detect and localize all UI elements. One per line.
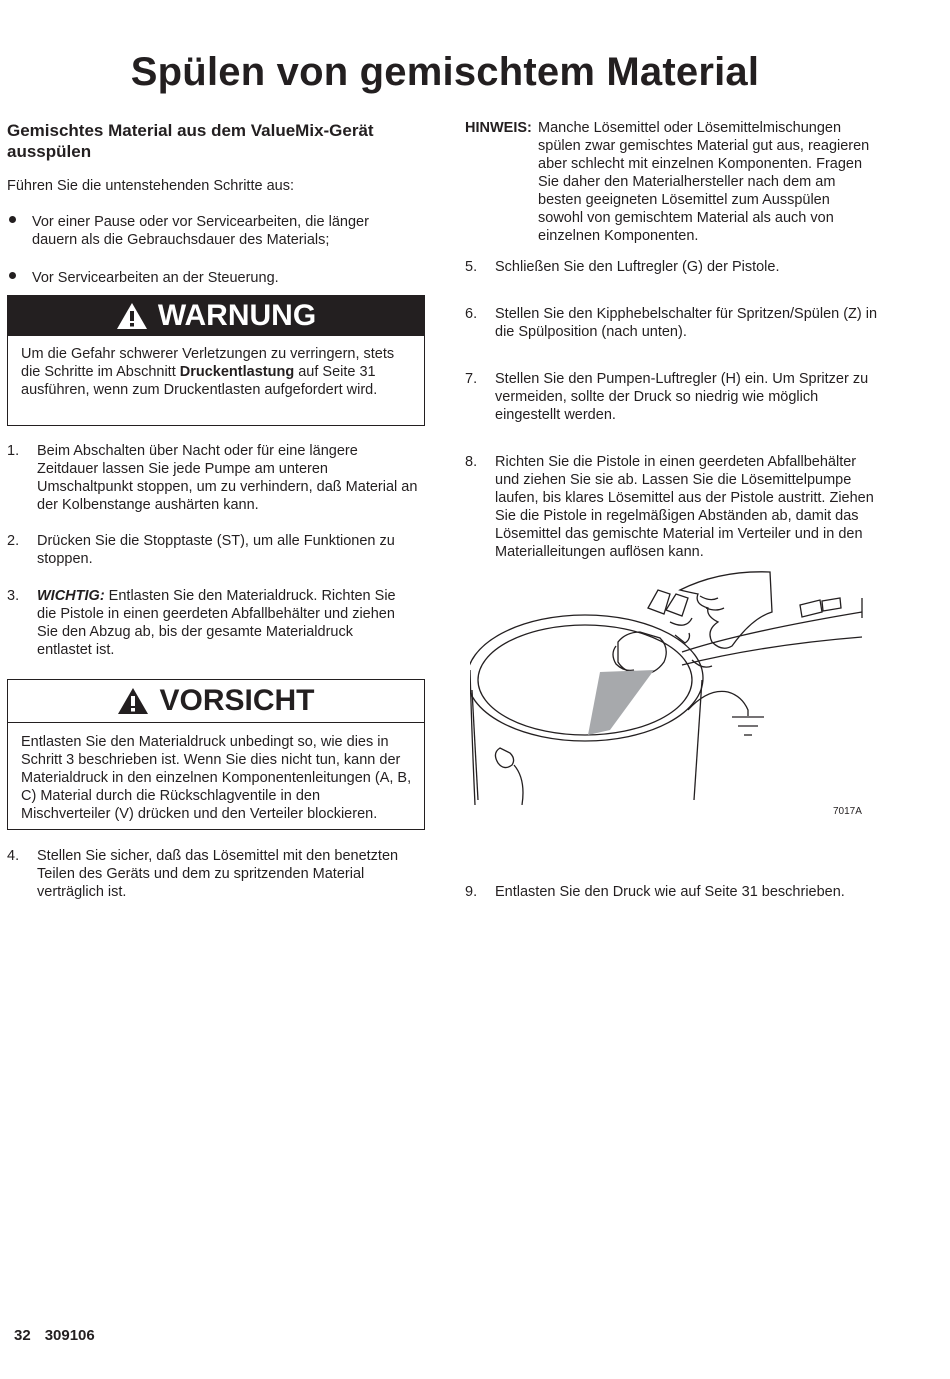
step-text: Stellen Sie den Pumpen-Luftregler (H) ein. Um Spritzer zu vermeiden, sollte der Druck so niedrig wie möglich eingestellt werden. xyxy=(495,371,869,423)
figure-label: 7017A xyxy=(833,806,862,817)
bullet-icon xyxy=(9,272,16,279)
caution-label: VORSICHT xyxy=(159,684,315,717)
step-text-part: Entlasten Sie den Materialdruck. Richten Sie die Pistole in einen geerdeten Abfallbehälter und ziehen Sie den Abzug ab, bis der gesamte Materialdruck entlastet ist. xyxy=(37,588,396,658)
step-number: 1. xyxy=(7,443,20,459)
page-footer xyxy=(14,1327,109,1344)
note-label: HINWEIS: xyxy=(465,120,532,136)
document-number: 309106 xyxy=(44,1327,95,1344)
warning-text-part: auf Seite 31 ausführen, wenn zum Druckentlasten aufgefordert wird. xyxy=(21,364,378,398)
intro-text: Führen Sie die untenstehenden Schritte aus: xyxy=(7,178,294,194)
step-number: 4. xyxy=(7,848,20,864)
bullet-item: Vor Servicearbeiten an der Steuerung. xyxy=(32,270,279,286)
page-title: Spülen von gemischtem Material xyxy=(130,50,760,94)
step-number: 9. xyxy=(465,884,478,900)
step-number: 5. xyxy=(465,259,478,275)
warning-label: WARNUNG xyxy=(157,299,317,332)
warning-text xyxy=(8,336,424,407)
step-text: Richten Sie die Pistole in einen geerdeten Abfallbehälter und ziehen Sie sie ab. Lassen Sie die Lösemittelpumpe laufen, bis klares Lösemittel aus der Pistole austritt. Ziehen Sie die Pistole in regelmäßigen Abständen ab, damit das Lösemittel das gemischte Material im Verteiler und in den Materialleitungen auflösen kann. xyxy=(495,454,874,560)
section-heading: Gemischtes Material aus dem ValueMix-Gerät ausspülen xyxy=(7,121,374,161)
warning-header xyxy=(8,296,424,336)
page-number: 32 xyxy=(14,1327,31,1344)
step-emphasis: WICHTIG: xyxy=(37,588,105,604)
warning-triangle-icon xyxy=(116,302,148,330)
caution-text: Entlasten Sie den Materialdruck unbedingt so, wie dies in Schritt 3 beschrieben ist. Wenn Sie dies nicht tun, kann der Materialdruck in den einzelnen Komponentenleitungen (A, B, C) Material durch die Rückschlagventile in den Mischverteiler (V) drücken und den Verteiler blockieren. xyxy=(21,734,412,822)
step-text: Stellen Sie sicher, daß das Lösemittel mit den benetzten Teilen des Geräts und dem zu spritzenden Material verträglich ist. xyxy=(37,848,399,900)
bullet-icon xyxy=(9,216,16,223)
step-number: 2. xyxy=(7,533,20,549)
caution-box xyxy=(7,679,425,830)
step-number: 3. xyxy=(7,588,20,604)
step-text: Drücken Sie die Stopptaste (ST), um alle Funktionen zu stoppen. xyxy=(37,533,395,567)
warning-box xyxy=(7,295,425,426)
step-number: 8. xyxy=(465,454,478,470)
warning-text-bold: Druckentlastung xyxy=(179,364,295,380)
step-text: Stellen Sie den Kipphebelschalter für Spritzen/Spülen (Z) in die Spülposition (nach unten). xyxy=(495,306,878,340)
step-text: Schließen Sie den Luftregler (G) der Pistole. xyxy=(495,259,780,275)
spray-gun-bucket-illustration xyxy=(470,570,870,805)
step-text: Beim Abschalten über Nacht oder für eine längere Zeitdauer lassen Sie jede Pumpe am unteren Umschaltpunkt stoppen, um zu verhindern, daß Material an der Kolbenstange aushärten kann. xyxy=(37,443,418,513)
step-number: 6. xyxy=(465,306,478,322)
step-text xyxy=(37,587,402,659)
bullet-item: Vor einer Pause oder vor Servicearbeiten, die länger dauern als die Gebrauchsdauer des Materials; xyxy=(32,214,369,248)
warning-text-part: Um die Gefahr schwerer Verletzungen zu verringern, stets die Schritte im Abschnitt xyxy=(21,346,395,380)
note-text: Manche Lösemittel oder Lösemittelmischungen spülen zwar gemischtes Material gut aus, reagieren aber schlecht mit einzelnen Komponenten. Fragen Sie daher den Materialhersteller nach dem am besten geeigneten Lösemittel zum Ausspülen sowohl von gemischtem Material als auch von einzelnen Komponenten. xyxy=(538,120,870,244)
step-number: 7. xyxy=(465,371,478,387)
step-text: Entlasten Sie den Druck wie auf Seite 31 beschrieben. xyxy=(495,884,845,900)
caution-triangle-icon xyxy=(117,687,149,715)
caution-header xyxy=(8,680,424,723)
